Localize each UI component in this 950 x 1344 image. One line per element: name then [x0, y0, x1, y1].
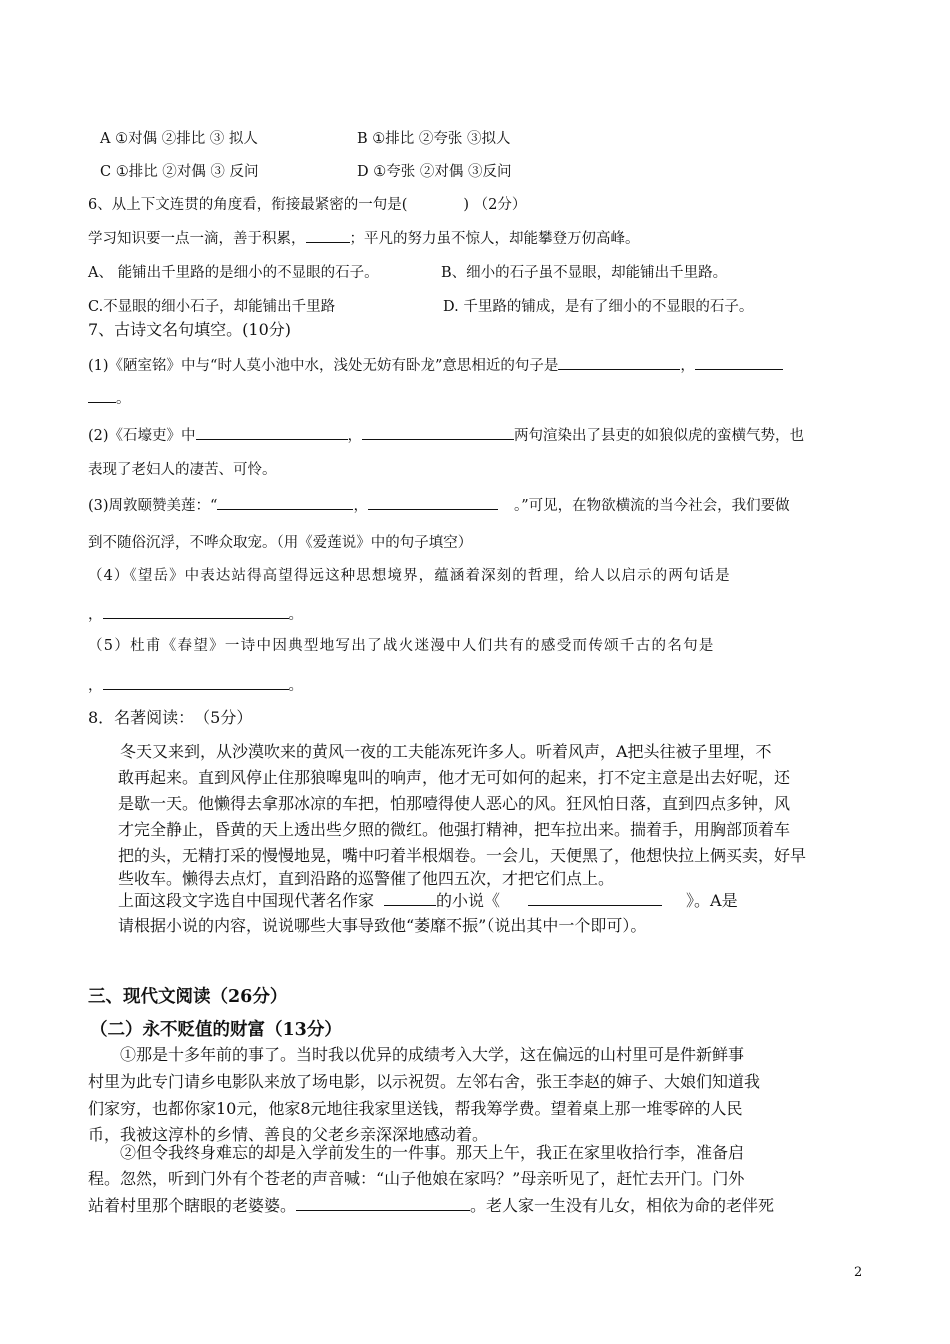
- section-3-paragraph-line: 们家穷，也都你家10元，他家8元地往我家里送钱，帮我筹学费。望着桌上那一堆零碎的人民: [88, 1099, 743, 1118]
- section-3-paragraph-line: 币，我被这淳朴的乡情、善良的父老乡亲深深地感动着。: [88, 1125, 489, 1144]
- q7-title: 7、古诗文名句填空。(10分): [88, 320, 292, 339]
- q7-item-1-blank-2-cont[interactable]: [88, 388, 116, 403]
- q7-item-2-blank-2[interactable]: [362, 425, 514, 440]
- q8-passage-line: 冬天又来到，从沙漠吹来的黄风一夜的工夫能冻死许多人。听着风声，A把头往被子里埋，不: [120, 742, 772, 761]
- section-3-paragraph-line: ②但令我终身难忘的却是入学前发生的一件事。那天上午，我正在家里收拾行李，准备启: [120, 1143, 745, 1162]
- q7-item-3-blank-2[interactable]: [368, 495, 498, 510]
- q5-option-c: C ①排比 ②对偶 ③ 反问: [100, 164, 259, 180]
- q5-option-b: B ①排比 ②夸张 ③拟人: [357, 131, 511, 147]
- q6-stem: [88, 193, 526, 214]
- q6-stem-text: 6、从上下文连贯的角度看，衔接最紧密的一句是(: [88, 197, 408, 213]
- q7-item-3: [88, 494, 790, 515]
- q5-option-a: A ①对偶 ②排比 ③ 拟人: [100, 131, 258, 147]
- section-3-line-start: 站着村里那个瞎眼的老婆婆。: [88, 1196, 297, 1215]
- q7-item-1-text: (1)《陋室铭》中与“时人莫小池中水，浅处无妨有卧龙”意思相近的句子是: [88, 358, 559, 374]
- q7-item-1-end: 。: [116, 391, 131, 407]
- q7-item-1: [88, 354, 783, 375]
- q7-item-1-cont: [88, 387, 131, 408]
- q7-item-2-blank-1[interactable]: [196, 425, 348, 440]
- q7-item-2-text: (2)《石壕吏》中: [88, 428, 196, 444]
- q7-item-2-mid: 两句渲染出了县吏的如狼似虎的蛮横气势，也: [514, 428, 805, 444]
- q7-item-4: （4）《望岳》中表达站得高望得远这种思想境界，蕴涵着深刻的哲理，给人以启示的两句话是: [88, 568, 731, 584]
- q7-item-5-comma: ，: [88, 678, 103, 694]
- q7-item-1-comma: ，: [680, 358, 695, 374]
- section-3-title: 三、现代文阅读（26分）: [88, 987, 288, 1007]
- q8-passage-line: 些收车。懒得去点灯，直到沿路的巡警催了他四五次，才把它们点上。: [118, 869, 615, 888]
- q8-title-blank[interactable]: [528, 891, 662, 906]
- section-3-paragraph-line: [88, 1193, 774, 1216]
- q6-stem-end: ) （2分）: [463, 197, 527, 213]
- q8-passage-line: 才完全静止，昏黄的天上透出些夕照的微红。他强打精神，把车拉出来。揣着手，用胸部顶着车: [118, 820, 791, 839]
- q6-sentence: [88, 227, 640, 248]
- q7-item-3-mid: 。”可见，在物欲横流的当今社会，我们要做: [513, 498, 790, 514]
- q7-item-2-comma: ，: [347, 428, 363, 444]
- q8-question-end: 》。A是: [686, 891, 738, 910]
- q7-item-1-blank-2[interactable]: [695, 355, 783, 370]
- q6-option-d: D. 千里路的铺成，是有了细小的不显眼的石子。: [443, 299, 754, 315]
- section-3-paragraph-line: ①那是十多年前的事了。当时我以优异的成绩考入大学，这在偏远的山村里可是件新鲜事: [120, 1045, 745, 1064]
- q6-option-a: A、 能铺出千里路的是细小的不显眼的石子。: [88, 265, 379, 281]
- q5-option-d: D ①夸张 ②对偶 ③反问: [357, 164, 512, 180]
- q8-question: [118, 888, 738, 911]
- q7-item-4-blank[interactable]: [103, 604, 289, 619]
- q7-item-4-answer: [88, 603, 303, 624]
- section-3-paragraph-line: 程。忽然，听到门外有个苍老的声音喊：“山子他娘在家吗？”母亲听见了，赶忙去开门。门外: [88, 1169, 745, 1188]
- q8-author-blank[interactable]: [384, 891, 436, 906]
- q7-item-3-comma: ，: [353, 498, 368, 514]
- q8-question-mid: 的小说《: [436, 891, 501, 910]
- q6-option-b: B、细小的石子虽不显眼，却能铺出千里路。: [441, 265, 728, 281]
- q7-item-3-text: (3)周敦颐赞美莲：“: [88, 498, 218, 514]
- q7-item-3-blank-1[interactable]: [217, 495, 353, 510]
- q8-question-line-2: 请根据小说的内容，说说哪些大事导致他“萎靡不振”（说出其中一个即可）。: [118, 916, 647, 935]
- q7-item-5: （5）杜甫《春望》一诗中因典型地写出了战火迷漫中人们共有的感受而传颂千古的名句是: [88, 638, 715, 654]
- section-3-paragraph-line: 村里为此专门请乡电影队来放了场电影，以示祝贺。左邻右舍，张王李赵的婶子、大娘们知道我: [88, 1072, 761, 1091]
- q8-passage-line: 把的头，无精打采的慢慢地晃，嘴中叼着半根烟卷。一会儿，天便黑了，他想快拉上俩买卖，好早: [118, 846, 807, 865]
- q7-item-1-blank-1[interactable]: [558, 355, 680, 370]
- q6-answer-blank[interactable]: [306, 228, 350, 243]
- q7-item-4-comma: ，: [88, 607, 103, 623]
- section-3-line-end: 。老人家一生没有儿女，相依为命的老伴死: [470, 1196, 775, 1215]
- section-3-subtitle: （二）永不贬值的财富（13分）: [90, 1020, 342, 1040]
- q7-item-2: [88, 424, 804, 445]
- q7-item-3-cont: 到不随俗沉浮，不哗众取宠。（用《爱莲说》中的句子填空）: [88, 535, 473, 551]
- q7-item-4-period: 。: [288, 607, 303, 623]
- q7-item-5-period: 。: [288, 678, 303, 694]
- page-number: 2: [854, 1265, 863, 1280]
- q8-passage-line: 是歇一天。他懒得去拿那冰凉的车把，怕那噎得使人恶心的风。狂风怕日落，直到四点多钟，风: [118, 794, 791, 813]
- q8-question-pre: 上面这段文字选自中国现代著名作家: [118, 891, 375, 910]
- section-3-blank[interactable]: [296, 1196, 470, 1211]
- q7-item-2-cont: 表现了老妇人的凄苦、可怜。: [88, 462, 277, 478]
- q7-item-5-blank[interactable]: [103, 675, 289, 690]
- q6-option-c: C.不显眼的细小石子，却能铺出千里路: [88, 299, 336, 315]
- q8-title: 8．名著阅读： （5分）: [88, 708, 253, 727]
- q6-sentence-pre: 学习知识要一点一滴，善于积累，: [88, 231, 306, 247]
- q8-passage-line: 敢再起来。直到风停止住那狼嗥鬼叫的响声，他才无可如何的起来，打不定主意是出去好呢，还: [118, 768, 791, 787]
- q6-sentence-post: ；平凡的努力虽不惊人，却能攀登万仞高峰。: [349, 231, 640, 247]
- q7-item-5-answer: [88, 674, 303, 695]
